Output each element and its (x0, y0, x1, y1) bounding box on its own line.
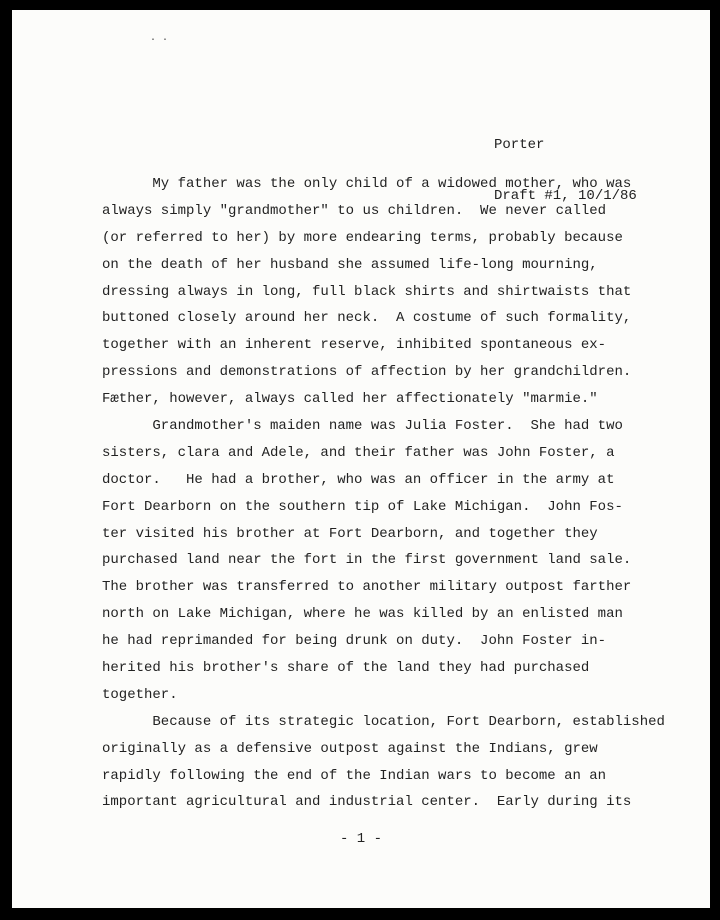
text-line: originally as a defensive outpost against the Indians, grew (102, 740, 598, 757)
text-line: dressing always in long, full black shirts and shirtwaists that (102, 283, 632, 300)
text-line: pressions and demonstrations of affection by her grandchildren. (102, 364, 632, 381)
page-number: - 1 - (340, 831, 383, 847)
text-line: Grandmother's maiden name was Julia Foster. She had two (102, 418, 623, 435)
text-line: on the death of her husband she assumed life-long mourning, (102, 256, 598, 273)
document-page (12, 10, 710, 908)
ink-speck: · · (150, 35, 169, 46)
text-line: The brother was transferred to another military outpost farther (102, 579, 632, 596)
author-name: Porter (494, 137, 545, 153)
text-line: buttoned closely around her neck. A costume of such formality, (102, 310, 632, 327)
text-line: he had reprimanded for being drunk on duty. John Foster in- (102, 633, 607, 650)
text-line: always simply "grandmother" to us children. We never called (102, 202, 607, 219)
text-line: herited his brother's share of the land they had purchased (102, 660, 590, 677)
text-line: ter visited his brother at Fort Dearborn, and together they (102, 525, 598, 542)
text-line: important agricultural and industrial center. Early during its (102, 794, 632, 811)
text-line: rapidly following the end of the Indian wars to become an an (102, 767, 607, 784)
text-line: north on Lake Michigan, where he was killed by an enlisted man (102, 606, 623, 623)
text-line: Fæther, however, always called her affectionately "marmie." (102, 391, 598, 408)
draft-date: Draft #1, 10/1/86 (494, 188, 637, 204)
text-line: (or referred to her) by more endearing terms, probably because (102, 229, 623, 246)
text-line: Because of its strategic location, Fort Dearborn, established (102, 713, 665, 730)
body-text (102, 171, 665, 816)
text-line: Fort Dearborn on the southern tip of Lake Michigan. John Fos- (102, 498, 623, 515)
text-line: doctor. He had a brother, who was an officer in the army at (102, 471, 615, 488)
text-line: My father was the only child of a widowed mother, who was (102, 176, 632, 192)
text-line: together. (102, 686, 178, 703)
text-line: purchased land near the fort in the first government land sale. (102, 552, 632, 569)
text-line: together with an inherent reserve, inhibited spontaneous ex- (102, 337, 607, 354)
text-line: sisters, clara and Adele, and their father was John Foster, a (102, 444, 615, 461)
